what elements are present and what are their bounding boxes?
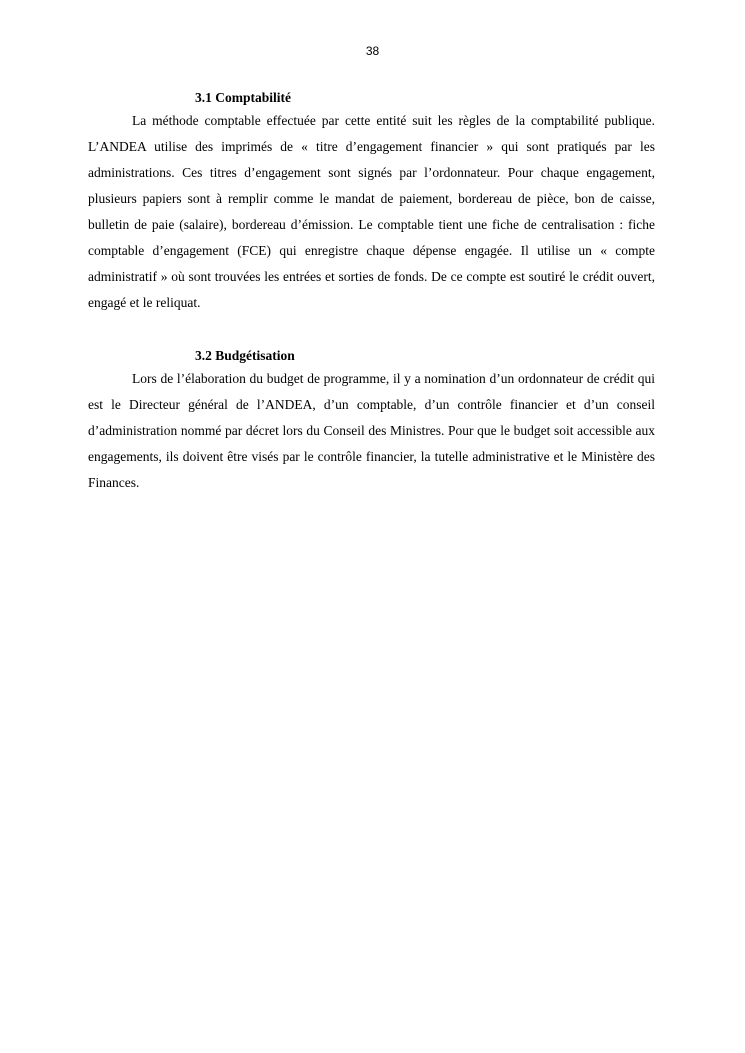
page-number: 38 bbox=[365, 44, 380, 58]
section-paragraph: La méthode comptable effectuée par cette entité suit les règles de la comptabilité publique. L’ANDEA utilise des imprimés de « titre d’engagement financier » qui sont pratiqués par les administrations. Ces titres d’engagement sont signés par l’ordonnateur. Pour chaque engagement, plusieurs papiers sont à remplir comme le mandat de paiement, bordereau de pièce, bon de caisse, bulletin de paie (salaire), bordereau d’émission. Le comptable tient une fiche de centralisation : fiche comptable d’engagement (FCE) qui enregistre chaque dépense engagée. Il utilise un « compte administratif » où sont trouvées les entrées et sorties de fonds. De ce compte est soutiré le crédit ouvert, engagé et le reliquat. bbox=[88, 113, 655, 310]
section-paragraph: Lors de l’élaboration du budget de programme, il y a nomination d’un ordonnateur de crédit qui est le Directeur général de l’ANDEA, d’un comptable, d’un contrôle financier et d’un conseil d’administration nommé par décret lors du Conseil des Ministres. Pour que le budget soit accessible aux engagements, ils doivent être visés par le contrôle financier, la tutelle administrative et le Ministère des Finances. bbox=[88, 371, 655, 490]
section-comptabilite bbox=[88, 88, 655, 316]
section-heading: 3.2 Budgétisation bbox=[195, 348, 295, 363]
section-heading: 3.1 Comptabilité bbox=[195, 90, 291, 105]
section-budgetisation bbox=[88, 346, 655, 496]
